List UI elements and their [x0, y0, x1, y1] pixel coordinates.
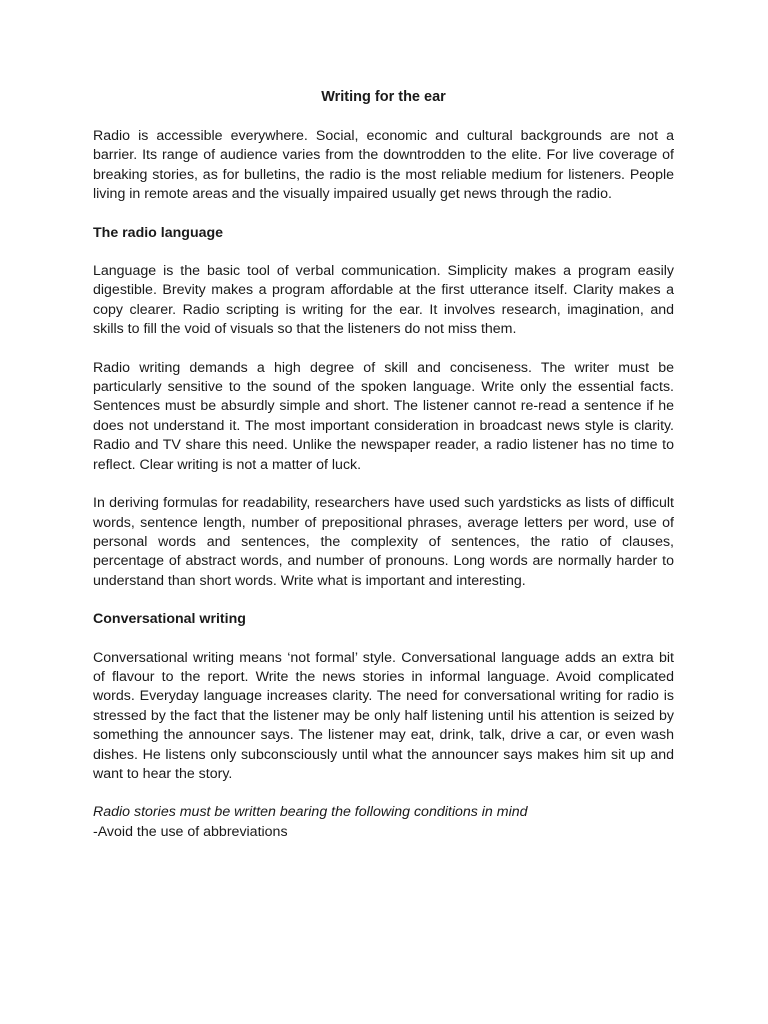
radio-language-paragraph-3: In deriving formulas for readability, researchers have used such yardsticks as lists of difficult words, sentence length, number of prepositional phrases, average letters per word, use of personal words and sentences, the complexity of sentences, the ratio of clauses, percentage of abstract words, and number of pronouns. Long words are normally harder to understand than short words. Write what is important and interesting.: [93, 495, 674, 589]
radio-language-paragraph-2: Radio writing demands a high degree of skill and conciseness. The writer must be particularly sensitive to the sound of the spoken language. Write only the essential facts. Sentences must be absurdly simple and short. The listener cannot re-read a sentence if he does not understand it. The most important consideration in broadcast news style is clarity. Radio and TV share this need. Unlike the newspaper reader, a radio listener has no time to reflect. Clear writing is not a matter of luck.: [93, 359, 674, 473]
list-item: -Avoid the use of abbreviations: [93, 823, 288, 840]
section-heading-radio-language: The radio language: [93, 224, 224, 241]
section-heading-conversational-writing: Conversational writing: [93, 611, 246, 628]
document-title: Writing for the ear: [321, 89, 446, 105]
intro-paragraph: Radio is accessible everywhere. Social, economic and cultural backgrounds are not a barrier. Its range of audience varies from the downtrodden to the elite. For live coverage of breaking stories, as for bulletins, the radio is the most reliable medium for listeners. People living in remote areas and the visually impaired usually get news through the radio.: [93, 128, 674, 203]
conversational-writing-paragraph-1: Conversational writing means ‘not formal’ style. Conversational language adds an extra bit of flavour to the report. Write the news stories in informal language. Avoid complicated words. Everyday language increases clarity. The need for conversational writing for radio is stressed by the fact that the listener may be only half listening until his attention is seized by something the announcer says. The listener may eat, drink, talk, drive a car, or even wash dishes. He listens only subconsciously until what the announcer says makes him sit up and want to hear the story.: [93, 649, 674, 782]
conditions-note: Radio stories must be written bearing the following conditions in mind: [93, 804, 528, 821]
document-page: [93, 86, 674, 842]
radio-language-paragraph-1: Language is the basic tool of verbal communication. Simplicity makes a program easily digestible. Brevity makes a program affordable at the first utterance itself. Clarity makes a copy clearer. Radio scripting is writing for the ear. It involves research, imagination, and skills to fill the void of visuals so that the listeners do not miss them.: [93, 263, 674, 338]
